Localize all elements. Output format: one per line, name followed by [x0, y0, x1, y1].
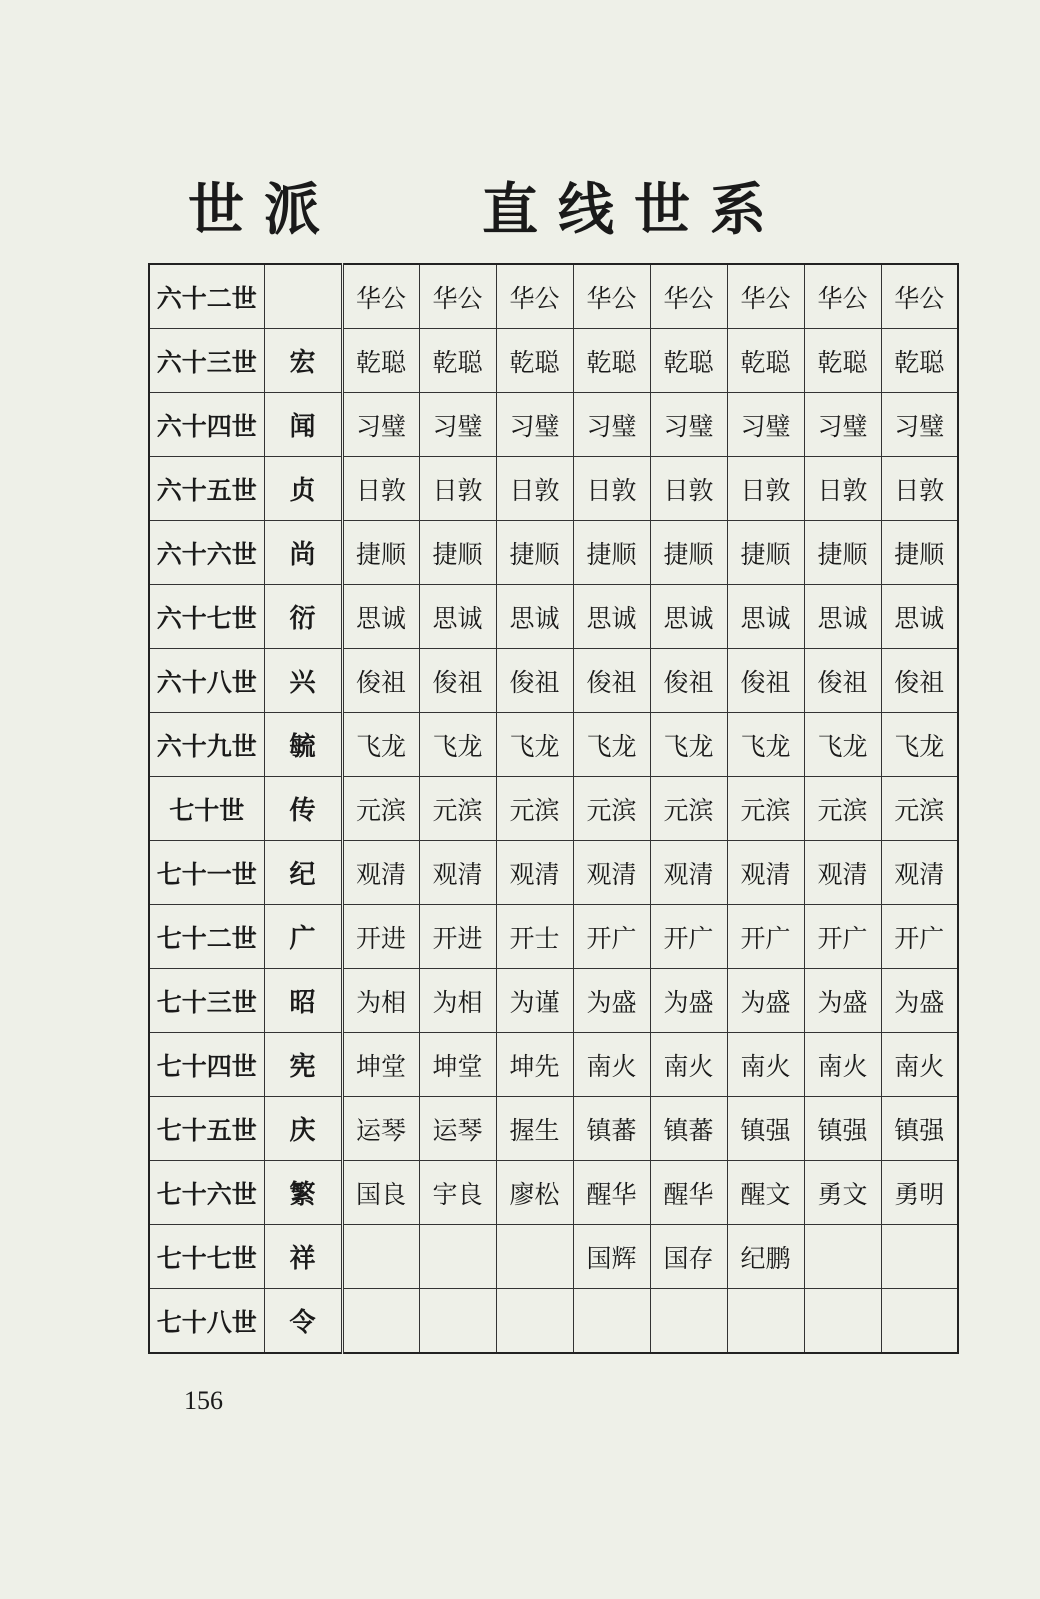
name-cell: 思诚 [573, 585, 650, 649]
table-row [149, 969, 958, 1033]
generation-character-cell: 衍 [264, 585, 342, 649]
table-row [149, 713, 958, 777]
name-cell: 飞龙 [342, 713, 419, 777]
generation-character-cell: 祥 [264, 1225, 342, 1289]
name-cell: 俊祖 [881, 649, 958, 713]
name-cell: 开进 [342, 905, 419, 969]
name-cell: 习璧 [804, 393, 881, 457]
name-cell: 乾聪 [496, 329, 573, 393]
generation-character-cell: 传 [264, 777, 342, 841]
name-cell: 飞龙 [650, 713, 727, 777]
table-row [149, 585, 958, 649]
name-cell: 开广 [727, 905, 804, 969]
name-cell: 元滨 [419, 777, 496, 841]
table-row [149, 1097, 958, 1161]
generation-character-cell: 纪 [264, 841, 342, 905]
name-cell: 观清 [496, 841, 573, 905]
name-cell: 为盛 [573, 969, 650, 1033]
name-cell: 捷顺 [342, 521, 419, 585]
generation-cell: 六十三世 [149, 329, 264, 393]
table-row [149, 777, 958, 841]
name-cell: 习璧 [881, 393, 958, 457]
name-cell: 捷顺 [573, 521, 650, 585]
generation-character-cell: 宪 [264, 1033, 342, 1097]
name-cell: 开广 [881, 905, 958, 969]
name-cell [881, 1289, 958, 1354]
name-cell: 日敦 [496, 457, 573, 521]
name-cell: 习璧 [342, 393, 419, 457]
name-cell: 习璧 [573, 393, 650, 457]
name-cell: 捷顺 [496, 521, 573, 585]
name-cell: 国存 [650, 1225, 727, 1289]
name-cell: 捷顺 [804, 521, 881, 585]
name-cell: 镇蕃 [573, 1097, 650, 1161]
name-cell [881, 1225, 958, 1289]
name-cell: 观清 [727, 841, 804, 905]
name-cell: 为相 [342, 969, 419, 1033]
generation-character-cell [264, 264, 342, 329]
generation-cell: 七十四世 [149, 1033, 264, 1097]
name-cell: 观清 [573, 841, 650, 905]
generation-cell: 六十二世 [149, 264, 264, 329]
name-cell: 运琴 [342, 1097, 419, 1161]
name-cell: 开进 [419, 905, 496, 969]
name-cell: 捷顺 [881, 521, 958, 585]
name-cell: 飞龙 [419, 713, 496, 777]
name-cell: 元滨 [573, 777, 650, 841]
generation-cell: 七十一世 [149, 841, 264, 905]
page-number: 156 [184, 1386, 223, 1415]
name-cell: 乾聪 [573, 329, 650, 393]
name-cell: 南火 [650, 1033, 727, 1097]
name-cell: 俊祖 [419, 649, 496, 713]
name-cell: 华公 [496, 264, 573, 329]
name-cell: 飞龙 [727, 713, 804, 777]
name-cell: 乾聪 [342, 329, 419, 393]
name-cell: 镇强 [881, 1097, 958, 1161]
generation-character-cell: 贞 [264, 457, 342, 521]
generation-character-cell: 昭 [264, 969, 342, 1033]
name-cell: 南火 [804, 1033, 881, 1097]
table-row [149, 841, 958, 905]
name-cell: 俊祖 [496, 649, 573, 713]
name-cell: 习璧 [650, 393, 727, 457]
generation-character-cell: 闻 [264, 393, 342, 457]
name-cell: 镇强 [804, 1097, 881, 1161]
name-cell: 开广 [650, 905, 727, 969]
name-cell: 镇强 [727, 1097, 804, 1161]
name-cell: 元滨 [727, 777, 804, 841]
name-cell: 为盛 [804, 969, 881, 1033]
name-cell: 元滨 [650, 777, 727, 841]
name-cell: 习璧 [419, 393, 496, 457]
name-cell: 勇文 [804, 1161, 881, 1225]
name-cell: 华公 [419, 264, 496, 329]
generation-character-cell: 庆 [264, 1097, 342, 1161]
generation-character-cell: 繁 [264, 1161, 342, 1225]
name-cell: 华公 [881, 264, 958, 329]
name-cell: 乾聪 [727, 329, 804, 393]
name-cell [419, 1225, 496, 1289]
name-cell: 飞龙 [804, 713, 881, 777]
name-cell: 坤堂 [342, 1033, 419, 1097]
name-cell: 醒华 [650, 1161, 727, 1225]
name-cell: 坤先 [496, 1033, 573, 1097]
generation-character-cell: 令 [264, 1289, 342, 1354]
name-cell [419, 1289, 496, 1354]
lineage-table [148, 263, 959, 1354]
name-cell: 南火 [573, 1033, 650, 1097]
table-row [149, 905, 958, 969]
name-cell: 南火 [881, 1033, 958, 1097]
name-cell: 坤堂 [419, 1033, 496, 1097]
name-cell: 乾聪 [650, 329, 727, 393]
name-cell: 日敦 [573, 457, 650, 521]
name-cell [650, 1289, 727, 1354]
name-cell: 日敦 [650, 457, 727, 521]
name-cell: 醒文 [727, 1161, 804, 1225]
table-row [149, 1033, 958, 1097]
title-shipai: 世派 [188, 177, 340, 243]
name-cell: 俊祖 [650, 649, 727, 713]
name-cell: 捷顺 [419, 521, 496, 585]
name-cell: 国良 [342, 1161, 419, 1225]
name-cell: 华公 [727, 264, 804, 329]
name-cell: 开士 [496, 905, 573, 969]
name-cell: 华公 [573, 264, 650, 329]
name-cell: 日敦 [342, 457, 419, 521]
name-cell: 华公 [650, 264, 727, 329]
name-cell: 日敦 [881, 457, 958, 521]
name-cell: 思诚 [804, 585, 881, 649]
name-cell: 乾聪 [881, 329, 958, 393]
name-cell: 为相 [419, 969, 496, 1033]
name-cell: 华公 [804, 264, 881, 329]
name-cell: 日敦 [727, 457, 804, 521]
name-cell: 思诚 [496, 585, 573, 649]
name-cell: 捷顺 [727, 521, 804, 585]
name-cell: 观清 [342, 841, 419, 905]
name-cell: 俊祖 [804, 649, 881, 713]
name-cell: 开广 [573, 905, 650, 969]
generation-cell: 七十七世 [149, 1225, 264, 1289]
name-cell [804, 1225, 881, 1289]
table-row [149, 457, 958, 521]
name-cell: 俊祖 [573, 649, 650, 713]
name-cell [727, 1289, 804, 1354]
table-row [149, 393, 958, 457]
name-cell: 为盛 [727, 969, 804, 1033]
name-cell: 观清 [804, 841, 881, 905]
generation-character-cell: 广 [264, 905, 342, 969]
name-cell [342, 1225, 419, 1289]
name-cell: 思诚 [727, 585, 804, 649]
name-cell: 宇良 [419, 1161, 496, 1225]
name-cell: 元滨 [804, 777, 881, 841]
name-cell: 南火 [727, 1033, 804, 1097]
generation-cell: 六十六世 [149, 521, 264, 585]
name-cell: 华公 [342, 264, 419, 329]
name-cell [804, 1289, 881, 1354]
generation-cell: 六十八世 [149, 649, 264, 713]
generation-cell: 六十四世 [149, 393, 264, 457]
name-cell: 俊祖 [727, 649, 804, 713]
name-cell: 观清 [419, 841, 496, 905]
name-cell: 勇明 [881, 1161, 958, 1225]
lineage-table-body [149, 264, 958, 1353]
name-cell: 廖松 [496, 1161, 573, 1225]
table-row [149, 1225, 958, 1289]
title-zhixian-shixi: 直线世系 [482, 177, 786, 243]
name-cell: 思诚 [419, 585, 496, 649]
name-cell [342, 1289, 419, 1354]
table-row [149, 1289, 958, 1354]
table-row [149, 1161, 958, 1225]
name-cell: 为谨 [496, 969, 573, 1033]
name-cell [496, 1225, 573, 1289]
name-cell: 为盛 [881, 969, 958, 1033]
generation-character-cell: 兴 [264, 649, 342, 713]
name-cell [496, 1289, 573, 1354]
name-cell: 观清 [650, 841, 727, 905]
generation-character-cell: 毓 [264, 713, 342, 777]
name-cell: 国辉 [573, 1225, 650, 1289]
name-cell: 日敦 [804, 457, 881, 521]
generation-cell: 六十九世 [149, 713, 264, 777]
name-cell: 飞龙 [881, 713, 958, 777]
name-cell: 飞龙 [573, 713, 650, 777]
name-cell: 飞龙 [496, 713, 573, 777]
generation-cell: 七十二世 [149, 905, 264, 969]
name-cell: 俊祖 [342, 649, 419, 713]
name-cell: 为盛 [650, 969, 727, 1033]
name-cell: 元滨 [496, 777, 573, 841]
name-cell: 元滨 [881, 777, 958, 841]
name-cell: 观清 [881, 841, 958, 905]
name-cell: 醒华 [573, 1161, 650, 1225]
name-cell: 思诚 [342, 585, 419, 649]
generation-cell: 六十七世 [149, 585, 264, 649]
generation-character-cell: 宏 [264, 329, 342, 393]
name-cell: 捷顺 [650, 521, 727, 585]
name-cell: 开广 [804, 905, 881, 969]
name-cell: 乾聪 [419, 329, 496, 393]
generation-cell: 六十五世 [149, 457, 264, 521]
name-cell: 元滨 [342, 777, 419, 841]
generation-cell: 七十六世 [149, 1161, 264, 1225]
table-row [149, 521, 958, 585]
name-cell: 运琴 [419, 1097, 496, 1161]
name-cell: 习璧 [496, 393, 573, 457]
table-row [149, 264, 958, 329]
name-cell: 日敦 [419, 457, 496, 521]
name-cell: 习璧 [727, 393, 804, 457]
generation-cell: 七十五世 [149, 1097, 264, 1161]
generation-cell: 七十八世 [149, 1289, 264, 1354]
name-cell: 思诚 [881, 585, 958, 649]
name-cell: 镇蕃 [650, 1097, 727, 1161]
generation-cell: 七十世 [149, 777, 264, 841]
name-cell: 握生 [496, 1097, 573, 1161]
generation-character-cell: 尚 [264, 521, 342, 585]
name-cell: 乾聪 [804, 329, 881, 393]
name-cell: 思诚 [650, 585, 727, 649]
table-row [149, 329, 958, 393]
generation-cell: 七十三世 [149, 969, 264, 1033]
page-title [0, 177, 1040, 252]
table-row [149, 649, 958, 713]
name-cell [573, 1289, 650, 1354]
name-cell: 纪鹏 [727, 1225, 804, 1289]
